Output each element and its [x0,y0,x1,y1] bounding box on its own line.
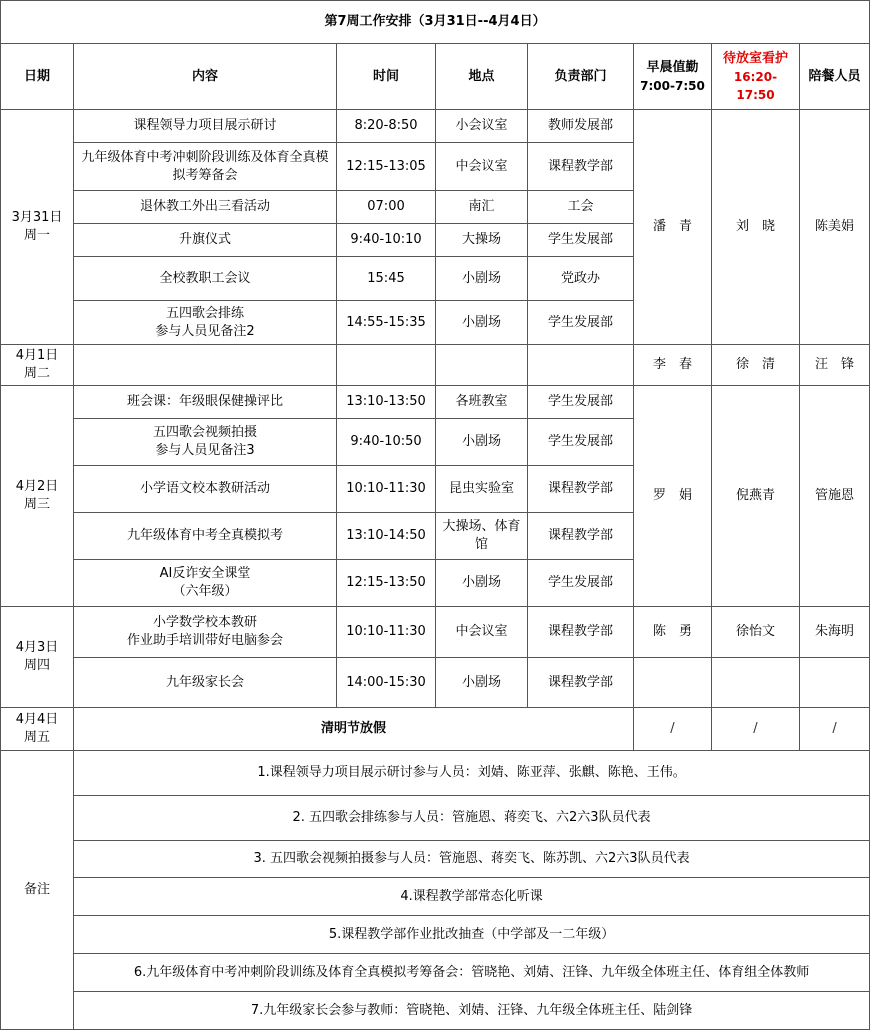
morning-duty-thu: 陈 勇 [634,607,712,658]
header-time: 时间 [337,44,436,110]
event-content: 小学语文校本教研活动 [74,466,337,513]
event-dept: 课程教学部 [528,607,634,658]
event-time: 13:10-13:50 [337,386,436,419]
after-school-fri: / [712,708,800,751]
event-content [74,560,337,607]
meal-company-tue: 汪 锋 [800,345,870,386]
date-cell-thu [1,607,74,708]
event-content-line1: 五四歌会视频拍摄 [152,425,257,440]
meal-company-mon: 陈美娟 [800,110,870,345]
event-content [74,419,337,466]
date-label: 4月4日 [15,712,59,727]
event-content: 升旗仪式 [74,224,337,257]
event-content [74,607,337,658]
event-content-line1: 小学数学校本教研 [152,615,257,630]
after-school-mon: 刘 晓 [712,110,800,345]
event-time: 14:00-15:30 [337,658,436,708]
event-place: 小会议室 [436,110,528,143]
event-content: 课程领导力项目展示研讨 [74,110,337,143]
event-time: 15:45 [337,257,436,301]
after-school-empty [712,658,800,708]
event-content-line1: AI反诈安全课堂 [159,566,251,581]
page-title: 第7周工作安排（3月31日--4月4日） [1,1,870,44]
event-place: 小剧场 [436,301,528,345]
weekday-label: 周四 [23,658,50,673]
event-time: 10:10-11:30 [337,607,436,658]
header-morning-duty-label: 早晨值勤 [646,59,699,75]
event-place: 大操场 [436,224,528,257]
weekday-label: 周五 [23,730,50,745]
event-time: 12:15-13:50 [337,560,436,607]
note-item: 6.九年级体育中考冲刺阶段训练及体育全真模拟考筹备会：管晓艳、刘婧、汪锋、九年级全体班主任、体育组全体教师 [74,954,870,992]
event-time: 9:40-10:10 [337,224,436,257]
event-place: 小剧场 [436,257,528,301]
date-cell-fri [1,708,74,751]
date-cell-wed [1,386,74,607]
after-school-wed: 倪燕青 [712,386,800,607]
morning-duty-empty [634,658,712,708]
event-content-line2: 参与人员见备注3 [155,443,255,458]
date-cell-mon [1,110,74,345]
event-time: 13:10-14:50 [337,513,436,560]
weekday-label: 周一 [23,228,50,243]
event-content: 全校教职工会议 [74,257,337,301]
event-dept: 工会 [528,191,634,224]
weekday-label: 周二 [23,366,50,381]
date-label: 4月3日 [15,640,59,655]
morning-duty-fri: / [634,708,712,751]
note-item: 3. 五四歌会视频拍摄参与人员：管施恩、蒋奕飞、陈苏凯、六2六3队员代表 [74,841,870,878]
event-dept-empty [528,345,634,386]
note-item: 1.课程领导力项目展示研讨参与人员：刘婧、陈亚萍、张麒、陈艳、王伟。 [74,751,870,796]
morning-duty-mon: 潘 青 [634,110,712,345]
date-cell-tue [1,345,74,386]
date-label: 4月2日 [15,479,59,494]
event-content: 九年级体育中考全真模拟考 [74,513,337,560]
event-place: 小剧场 [436,658,528,708]
event-dept: 党政办 [528,257,634,301]
note-item: 2. 五四歌会排练参与人员：管施恩、蒋奕飞、六2六3队员代表 [74,796,870,841]
event-content: 九年级家长会 [74,658,337,708]
event-content: 退休教工外出三看活动 [74,191,337,224]
after-school-tue: 徐 清 [712,345,800,386]
event-content-line2: （六年级） [172,584,238,599]
event-dept: 学生发展部 [528,386,634,419]
header-meal-company: 陪餐人员 [800,44,870,110]
date-label: 3月31日 [11,210,63,225]
header-content: 内容 [74,44,337,110]
event-time: 10:10-11:30 [337,466,436,513]
event-dept: 学生发展部 [528,419,634,466]
after-school-thu: 徐怡文 [712,607,800,658]
event-content: 九年级体育中考冲刺阶段训练及体育全真模拟考筹备会 [74,143,337,191]
event-dept: 课程教学部 [528,143,634,191]
header-place: 地点 [436,44,528,110]
holiday-label: 清明节放假 [74,708,634,751]
event-time: 9:40-10:50 [337,419,436,466]
event-place: 中会议室 [436,143,528,191]
meal-company-fri: / [800,708,870,751]
header-morning-duty [634,44,712,110]
header-after-school-label: 待放室看护 [722,50,788,66]
note-item: 7.九年级家长会参与教师：管晓艳、刘婧、汪锋、九年级全体班主任、陆剑锋 [74,992,870,1030]
event-place: 大操场、体育馆 [436,513,528,560]
meal-company-thu: 朱海明 [800,607,870,658]
event-content-empty [74,345,337,386]
meal-company-wed: 管施恩 [800,386,870,607]
event-dept: 教师发展部 [528,110,634,143]
event-content-line2: 参与人员见备注2 [155,323,255,339]
morning-duty-wed: 罗 娟 [634,386,712,607]
event-time-empty [337,345,436,386]
header-date: 日期 [1,44,74,110]
morning-duty-tue: 李 春 [634,345,712,386]
header-dept: 负责部门 [528,44,634,110]
event-dept: 课程教学部 [528,466,634,513]
event-content-line2: 作业助手培训带好电脑参会 [126,633,283,648]
event-content: 班会课：年级眼保健操评比 [74,386,337,419]
event-content-line1: 五四歌会排练 [165,305,244,321]
event-dept: 课程教学部 [528,658,634,708]
event-dept: 学生发展部 [528,224,634,257]
event-time: 8:20-8:50 [337,110,436,143]
event-place: 南汇 [436,191,528,224]
header-morning-duty-time: 7:00-7:50 [640,78,705,93]
header-after-school-time: 16:20-17:50 [733,69,778,102]
event-place: 各班教室 [436,386,528,419]
event-content [74,301,337,345]
note-item: 4.课程教学部常态化听课 [74,878,870,916]
event-time: 12:15-13:05 [337,143,436,191]
event-time: 14:55-15:35 [337,301,436,345]
event-dept: 课程教学部 [528,513,634,560]
notes-label: 备注 [1,751,74,1030]
event-dept: 学生发展部 [528,301,634,345]
event-time: 07:00 [337,191,436,224]
meal-company-empty [800,658,870,708]
event-place: 中会议室 [436,607,528,658]
event-place-empty [436,345,528,386]
date-label: 4月1日 [15,348,59,363]
note-item: 5.课程教学部作业批改抽查（中学部及一二年级） [74,916,870,954]
event-place: 小剧场 [436,560,528,607]
event-place: 昆虫实验室 [436,466,528,513]
event-dept: 学生发展部 [528,560,634,607]
weekday-label: 周三 [23,497,50,512]
event-place: 小剧场 [436,419,528,466]
header-after-school [712,44,800,110]
